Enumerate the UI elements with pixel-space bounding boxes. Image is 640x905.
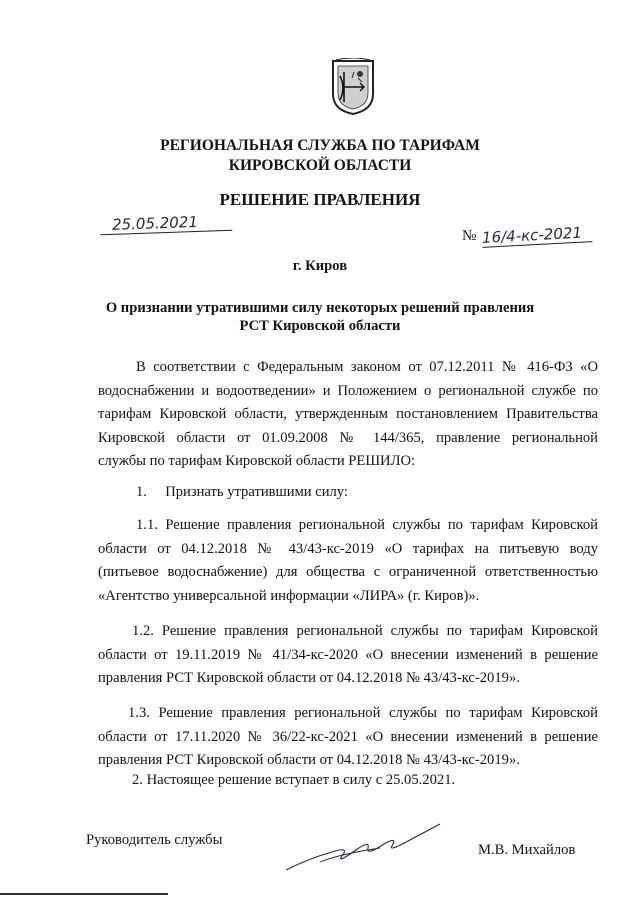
scan-edge-line <box>0 893 168 895</box>
item-1-1-line: (питьевое водоснабжение) для общества с ограниченной ответственностью <box>98 564 598 581</box>
decision-number: 16/4-кс-2021 <box>482 223 593 248</box>
coat-of-arms-emblem <box>330 58 376 116</box>
intro-line: В соответствии с Федеральным законом от 07.12.2011 № 416-ФЗ «О <box>136 359 598 375</box>
item-1-3-line: области от 17.11.2020 № 36/22-кс-2021 «О внесении изменений в решение <box>98 728 598 745</box>
item-1-2-line: 1.2. Решение правления региональной службы по тарифам Кировской <box>132 623 598 639</box>
signatory-name: М.В. Михайлов <box>478 842 576 858</box>
intro-line: Кировской области от 01.09.2008 № 144/365, правление региональной <box>98 429 598 446</box>
city-name: г. Киров <box>292 258 348 274</box>
item-2: 2. Настоящее решение вступает в силу с 25.05.2021. <box>132 772 456 788</box>
item-1-2-line: области от 19.11.2019 № 41/34-кс-2020 «О внесении изменений в решение <box>98 646 598 663</box>
item-1-1-line: 1.1. Решение правления региональной службы по тарифам Кировской <box>136 517 598 533</box>
intro-line: водоснабжении и водоотведении» и Положением о региональной службе по <box>98 382 598 399</box>
intro-paragraph <box>98 356 598 474</box>
title-line1: О признании утратившими силу некоторых решений правления <box>105 300 535 316</box>
item-1-2-paragraph <box>98 620 598 691</box>
item-1-3-line: 1.3. Решение правления региональной службы по тарифам Кировской <box>128 705 598 721</box>
intro-line: тарифам Кировской области, утвержденным постановлением Правительства <box>98 406 598 423</box>
title-line2: РСТ Кировской области <box>239 318 401 334</box>
item-1-2-line: правления РСТ Кировской области от 04.12.2018 № 43/43-кс-2019». <box>98 670 520 687</box>
intro-line: службы по тарифам Кировской области РЕШИЛО: <box>98 453 416 470</box>
item-1-1-paragraph <box>98 514 598 608</box>
item-1-3-line: правления РСТ Кировской области от 04.12.2018 № 43/43-кс-2019». <box>98 752 520 769</box>
item-1-3-paragraph <box>98 702 598 773</box>
item-1-1-line: области от 04.12.2018 № 43/43-кс-2019 «О тарифах на питьевую воду <box>98 540 598 557</box>
signatory-position: Руководитель службы <box>86 832 223 848</box>
org-name-line1: РЕГИОНАЛЬНАЯ СЛУЖБА ПО ТАРИФАМ <box>160 137 480 154</box>
handwritten-signature <box>280 818 450 878</box>
org-name-line2: КИРОВСКОЙ ОБЛАСТИ <box>228 157 412 174</box>
decision-date: 25.05.2021 <box>100 212 233 236</box>
item-1-1-line: «Агентство универсальной информации «ЛИРА» (г. Киров)». <box>98 587 480 604</box>
number-prefix: № <box>462 228 477 244</box>
document-type-heading: РЕШЕНИЕ ПРАВЛЕНИЯ <box>219 190 421 209</box>
item-1: 1. Признать утратившими силу: <box>136 484 348 500</box>
